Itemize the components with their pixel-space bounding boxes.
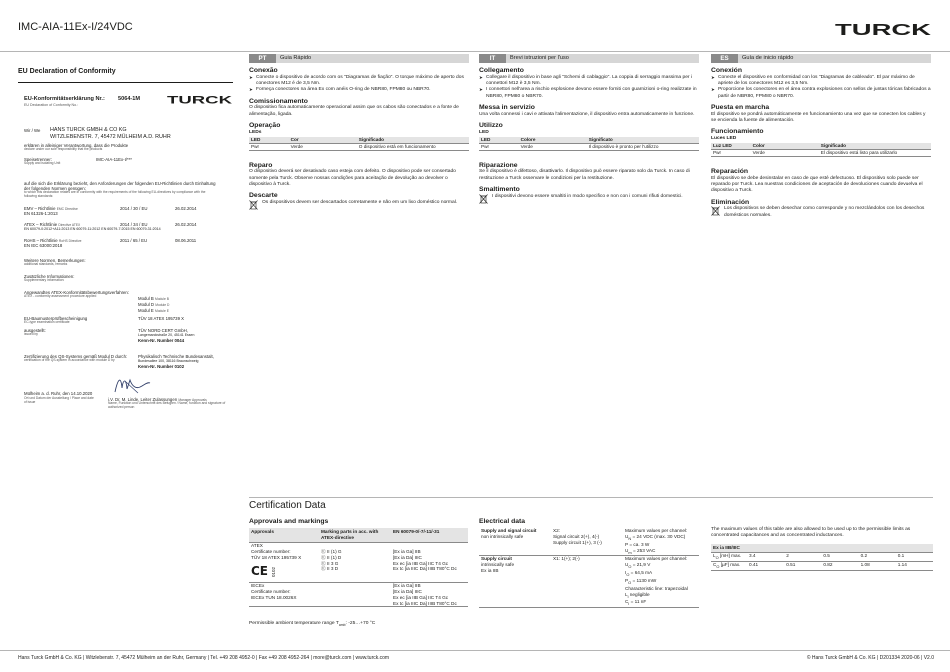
- eu-declaration-title-en: EU Declaration of Conformity No.:: [24, 103, 79, 107]
- directive-emv-code: 2014 / 30 / EU: [120, 206, 148, 211]
- ce-notified-body: 0102: [271, 566, 277, 577]
- es-led-header-color: Color: [751, 143, 819, 149]
- x1-cell: [551, 556, 623, 608]
- crossed-bin-icon: [711, 206, 720, 216]
- eu-declaration-heading: EU Declaration of Conformity: [18, 68, 116, 75]
- it-led-header-meaning: Significato: [587, 137, 699, 143]
- product-type-label: Speisetrenner: Supply and isolating Unit: [24, 157, 61, 166]
- es-connection-heading: Conexión: [711, 67, 742, 74]
- table-row: [479, 143, 699, 150]
- lo-label: $L_O$ [mH] max.: [711, 552, 747, 561]
- co-value: 0.41: [747, 561, 784, 570]
- atex-mark-1: Ⓔ II (1) G: [321, 548, 342, 554]
- supply-circuit-cell: [479, 556, 551, 608]
- procedure-label: Angewandtes ATEX-Konformitätsbewertungsverfahren: ATEX - conformity assessment procedure applied: [24, 290, 130, 299]
- lo-co-table: [711, 544, 933, 571]
- es-led-cell: Pwr: [711, 150, 751, 157]
- issuer-address: Langemarckstraße 20, 45141 Essen: [138, 333, 195, 337]
- atex-std-4: Ex tc [ia IIIC Da] IIIB T80°C Dc: [393, 566, 457, 572]
- es-connection-bullet-2: ➤ Proporcione los conectores en el área contra explosiones con sellos de juntas tóricas fabricados a partir de NBR80, FPM80 o NBR70.: [711, 87, 931, 100]
- it-connection-bullet-1: ➤ Collegare il dispositivo in base agli "Schemi di cablaggio". La coppia di serraggio massima per i connettori M12 è 3,5 Nm.: [479, 75, 699, 88]
- approvals-header-1: Approvals: [249, 528, 319, 542]
- pt-connection-bullet-2: ➤ Forneça conectores na área Ex com anéis O-ring de NBR80, FPM80 ou NBR70.: [249, 87, 469, 93]
- iecex-label: IECEx: [251, 582, 265, 588]
- it-led-label: LED: [479, 129, 489, 135]
- crossed-bin-icon: [249, 200, 258, 210]
- issued-by-label: ausgestellt: issued by: [24, 328, 46, 337]
- directive-rohs-date: 08.06.2011: [175, 238, 197, 243]
- signature: [112, 374, 152, 396]
- column-italian: [479, 54, 699, 204]
- iecex-cert-number: IECEx TUN 18.0026X: [251, 594, 297, 600]
- x2-label: X2:: [553, 528, 561, 533]
- pt-leds-label: LEDs: [249, 129, 262, 135]
- footer-company-info: Hans Turck GmbH & Co. KG | Witzlebenstr. 7, 45472 Mülheim an der Ruhr, Germany | Tel. +49 208 4952-0 | Fax +49 208 4952-264 | more@turck.com | www.turck.com: [18, 655, 390, 661]
- ptb-address: Bundesallee 100, 38116 Braunschweig: [138, 359, 199, 363]
- turck-logo-text: TURCK: [835, 22, 932, 36]
- lang-name-pt: Guia Rápido: [280, 55, 312, 61]
- atex-std-1: [Ex ia Ga] IIB: [393, 548, 421, 554]
- es-disposal-row: [711, 206, 931, 219]
- ec-cert-label: EU-Baumusterprüfbescheinigung EC-type examination certificate: [24, 316, 88, 325]
- x1-ci: $C_i = 11$ nF: [625, 599, 647, 607]
- x2-cell: [551, 528, 623, 556]
- approvals-header-3: EN 60079-0/-7/-11/-31: [391, 528, 468, 542]
- header-divider: [0, 51, 950, 52]
- supply-circuit-heading: Supply circuit: [481, 556, 512, 562]
- co-value: 0.82: [821, 561, 858, 570]
- atex-mark-2: Ⓔ II (1) D: [321, 554, 342, 560]
- es-led-label: Luces LED: [711, 136, 737, 142]
- certification-divider: [249, 497, 933, 498]
- x1-li: $L_i$ negligible: [625, 591, 650, 599]
- it-led-header-led: LED: [479, 137, 519, 143]
- directive-atex: ATEX – Richtlinie Directive ATEX: [24, 222, 81, 227]
- ce-mark-group: [251, 564, 317, 579]
- table-row: [249, 143, 469, 150]
- it-led-cell: Il dispositivo è pronto per l'utilizzo: [587, 143, 699, 150]
- max-values-note: The maximum values of this table are also allowed to be used up to the permissible limits as concentrated capacitances and as concentrated inductances.: [711, 527, 911, 539]
- iecex-approval-cell: [249, 582, 319, 607]
- eu-divider: [18, 82, 233, 83]
- pt-disposal-row: [249, 200, 469, 210]
- lang-bar-it: [479, 54, 699, 63]
- co-value: 1.08: [859, 561, 896, 570]
- module-e: Modul E Module E: [138, 308, 169, 313]
- it-led-cell: Pwr: [479, 143, 519, 150]
- pt-commissioning-text: O dispositivo fica automaticamente operacional assim que os cabos são conectados e a fonte de alimentação, ligada.: [249, 105, 459, 117]
- footer-divider: [0, 650, 950, 651]
- directive-emv: EMV – Richtlinie EMC Directive: [24, 206, 78, 211]
- it-connection-bullet-2: ➤ I connettori nell'area a rischio esplosione devono essere forniti con guarnizioni o-ring realizzate in NBR80, FPM80 o NBR70.: [479, 87, 699, 100]
- directive-rohs-standards: EN IEC 63000:2018: [24, 243, 63, 248]
- it-led-cell: Verde: [519, 143, 587, 150]
- atex-mark-4: Ⓔ II 3 D: [321, 566, 339, 572]
- iecex-std-2: [Ex ia Da] IIIC: [393, 588, 422, 594]
- lo-value: 3.4: [747, 552, 784, 561]
- supply-signal-cell: [479, 528, 551, 556]
- pt-disposal-heading: Descarte: [249, 192, 278, 200]
- pt-led-header-color: Cor: [289, 137, 357, 143]
- es-led-cell: Verde: [751, 150, 819, 157]
- supply-circuit-sub-2: Ex ia IIB: [481, 568, 499, 574]
- directive-emv-standards: EN 61326-1:2013: [24, 211, 58, 216]
- turck-logo: [835, 22, 933, 36]
- signer: i.V. Dr. M. Linde, Leiter Zulassungen Manager Approvals: [108, 397, 207, 402]
- x1-uo: $U_O = 21,9$ V: [625, 562, 651, 570]
- place-date: Mülheim a. d. Ruhr, den 14.10.2020: [24, 391, 93, 396]
- table-row: [249, 582, 468, 607]
- table-row: [479, 556, 699, 608]
- atex-label: ATEX: [251, 542, 263, 548]
- x1-io: $I_O = 64,5$ mA: [625, 570, 653, 578]
- document-title: IMC-AIA-11Ex-I/24VDC: [18, 21, 133, 33]
- atex-marking-cell: [319, 542, 391, 579]
- pt-led-table: [249, 137, 469, 151]
- lang-name-it: Brevi istruzioni per l'uso: [510, 55, 569, 61]
- co-value: 1.14: [896, 561, 933, 570]
- pt-operation-heading: Operação: [249, 121, 281, 129]
- approvals-table: [249, 528, 468, 607]
- iecex-std-4: Ex tc [ia IIIC Da] IIIB T80°C Dc: [393, 600, 457, 606]
- ptb-name: Physikalisch Technische Bundesanstalt,: [138, 354, 214, 359]
- lo-co-table-heading: Ex ia IIB/IIIC: [711, 544, 933, 552]
- supply-circuit-sub-1: intrinsically safe: [481, 562, 515, 568]
- module-d: Modul D Module D: [138, 302, 170, 307]
- place-date-en: Ort und Datum der Ausstellung / Place and date of issue: [24, 396, 94, 404]
- atex-cert-number: TÜV 18 ATEX 195739 X: [251, 554, 302, 560]
- module-b: Modul B Module B: [138, 296, 169, 301]
- pt-repair-heading: Reparo: [249, 161, 273, 169]
- eu-turck-logo: [167, 95, 233, 104]
- pt-led-header-led: LED: [249, 137, 289, 143]
- pt-led-header-meaning: Significado: [357, 137, 469, 143]
- column-spanish: [711, 54, 931, 219]
- directive-atex-code: 2014 / 34 / EU: [120, 222, 148, 227]
- co-value: 0.51: [784, 561, 821, 570]
- es-repair-heading: Reparación: [711, 167, 749, 175]
- it-commissioning-text: Una volta connessi i cavi e attivata l'alimentazione, il dispositivo entra automaticamente in funzione.: [479, 111, 695, 117]
- es-disposal-heading: Eliminación: [711, 198, 750, 206]
- company-name: HANS TURCK GMBH & CO KG: [50, 127, 127, 133]
- certification-title: Certification Data: [249, 500, 326, 511]
- iecex-std-3: Ex ec [ia IIB Ga] IIC T4 Gc: [393, 594, 449, 600]
- x2-un: $U_N = 24$ VDC (max. 30 VDC): [625, 533, 686, 541]
- pt-commissioning-heading: Comissionamento: [249, 97, 308, 105]
- atex-approval-cell: [249, 542, 319, 579]
- crossed-bin-icon: [479, 194, 488, 204]
- x2-supply: Supply circuit 1(+), 3 (-): [553, 539, 602, 545]
- pt-disposal-text: Os dispositivos devem ser descartados corretamente e não em um lixo doméstico normal.: [262, 200, 458, 206]
- es-commissioning-heading: Puesta en marcha: [711, 103, 770, 111]
- iecex-cert-label: Certificate number:: [251, 588, 291, 594]
- ptb-number: Kenn-Nr. Number 0102: [138, 364, 185, 369]
- it-connection-heading: Collegamento: [479, 67, 524, 74]
- es-connection-bullet-1: ➤ Conecte el dispositivo en conformidad con los "Diagramas de cableado". El par máximo de apriete de los conectores M12 es 3,5 Nm.: [711, 75, 931, 88]
- pt-led-cell: Pwr: [249, 143, 289, 150]
- supply-signal-sub: non intrinsically safe: [481, 533, 524, 539]
- x1-max-label: Maximum values per channel:: [625, 556, 688, 562]
- es-disposal-text: Los dispositivos se deben desechar como corresponde y no mezclándolos con los desechos domésticos normales.: [724, 206, 925, 218]
- electrical-data-heading: Electrical data: [479, 518, 526, 525]
- issuer-name: TÜV NORD CERT GmbH,: [138, 328, 188, 333]
- product-type-value: IMC-AIA-11Ex-I/***: [96, 157, 132, 162]
- table-row: [711, 150, 931, 157]
- atex-std-3: Ex ec [ia IIB Ga] IIC T4 Gc: [393, 560, 449, 566]
- es-repair-text: El dispositivo se debe desinstalar en caso de que esté defectuoso. El dispositivo solo puede ser reparado por Turck. Lea nuestras condiciones de aceptación de devoluciones cuando devuelva el dispositivo a Turck.: [711, 175, 923, 194]
- wir-label: Wir / We: [24, 128, 41, 133]
- supply-signal-heading: Supply and signal circuit: [481, 528, 537, 533]
- lang-code-it: IT: [479, 54, 506, 63]
- directive-atex-standards: EN 60079-0:2012+A11:2013 EN 60079-11:2012 EN 60079-7:2015 EN 60079-31:2014: [24, 227, 161, 231]
- atex-standard-cell: [391, 542, 468, 579]
- atex-mark-3: Ⓔ II 3 G: [321, 560, 339, 566]
- x1-po: $P_O = 1130$ mW: [625, 577, 657, 585]
- signer-en: Name, Funktion und Unterschrift des Befugten / Name, function and signature of authorized person: [108, 401, 226, 409]
- pt-led-cell: Verde: [289, 143, 357, 150]
- x2-um: $U_m = 253$ VAC: [625, 547, 656, 555]
- it-operation-heading: Utilizzo: [479, 121, 503, 129]
- x1-characteristic: Characteristic line: trapezoidal: [625, 585, 688, 591]
- qs-label: Zertifizierung des QS-Systems gemäß Modul D durch: certification of the QS-system in accordance with module D by: [24, 354, 128, 363]
- lang-code-es: ES: [711, 54, 738, 63]
- ce-mark: CE: [251, 564, 269, 579]
- x2-values-cell: [623, 528, 699, 556]
- it-led-header-color: Colore: [519, 137, 587, 143]
- lang-bar-es: [711, 54, 931, 63]
- x1-values-cell: [623, 556, 699, 608]
- pt-connection-heading: Conexão: [249, 67, 278, 74]
- lang-bar-pt: [249, 54, 469, 63]
- co-label: $C_O$ [µF] max.: [711, 561, 747, 570]
- it-commissioning-heading: Messa in servizio: [479, 103, 535, 111]
- x2-signal: Signal circuit 2(+), 4(-): [553, 533, 600, 539]
- lo-value: 2: [784, 552, 821, 561]
- table-row: [479, 528, 699, 556]
- it-repair-heading: Riparazione: [479, 161, 518, 169]
- ec-cert-value: TÜV 18 ATEX 195739 X: [138, 316, 185, 321]
- table-row: [249, 542, 468, 579]
- pt-led-cell: O dispositivo está em funcionamento: [357, 143, 469, 150]
- eu-declaration-number: 5064-1M: [118, 96, 141, 102]
- company-address: WITZLEBENSTR. 7, 45472 MÜLHEIM A.D. RUHR: [50, 134, 171, 140]
- it-led-table: [479, 137, 699, 151]
- lo-value: 0.1: [896, 552, 933, 561]
- issuer-number: Kenn-Nr. Number 0044: [138, 338, 185, 343]
- electrical-data-table: [479, 528, 699, 608]
- approvals-heading: Approvals and markings: [249, 518, 329, 525]
- x2-max-label: Maximum values per channel:: [625, 528, 688, 533]
- pt-connection-bullet-1: ➤ Conecte o dispositivo de acordo com os "Diagramas de fiação". O torque máximo de aperto dos conectores M12 é de 3,5 Nm.: [249, 75, 469, 88]
- lo-value: 0.2: [859, 552, 896, 561]
- it-disposal-row: [479, 194, 699, 204]
- es-led-header-meaning: Significado: [819, 143, 931, 149]
- iecex-std-1: [Ex ia Ga] IIB: [393, 582, 421, 588]
- lo-value: 0.5: [821, 552, 858, 561]
- table-row: [711, 561, 933, 570]
- lang-name-es: Guía de inicio rápido: [742, 55, 794, 61]
- es-operation-heading: Funcionamiento: [711, 128, 764, 136]
- table-row: [711, 552, 933, 561]
- directive-atex-date: 26.02.2014: [175, 222, 197, 227]
- directive-emv-date: 26.02.2014: [175, 206, 197, 211]
- x2-power: P = ca. 3 W: [625, 541, 650, 547]
- atex-std-2: [Ex ia Da] IIIC: [393, 554, 422, 560]
- es-led-cell: El dispositivo está listo para utilizarlo: [819, 150, 931, 157]
- es-led-header-led: Luz LED: [711, 143, 751, 149]
- ambient-temperature: Permissible ambient temperature range $T_{amb}$: -25…+70 °C: [249, 621, 376, 627]
- es-led-table: [711, 143, 931, 157]
- it-disposal-heading: Smaltimento: [479, 185, 520, 193]
- es-commissioning-text: El dispositivo se pondrá automáticamente en funcionamiento una vez que se conecten los cables y se encienda la fuente de alimentación.: [711, 111, 926, 123]
- responsibility-text: erklären in alleiniger Verantwortung, dass die Produkte declare under our sole responsibility that the products: [24, 143, 129, 152]
- eu-declaration-title: EU-Konformitätserklärung Nr.:: [24, 96, 105, 102]
- column-portuguese: [249, 54, 469, 210]
- additional-info-label: Zusätzliche Informationen: Supplementary information:: [24, 274, 75, 283]
- x1-label: X1: 1(+); 2(-): [553, 556, 580, 562]
- pt-repair-text: O dispositivo deverá ser desativado caso esteja com defeito. O dispositivo pode ser consertado somente pela Turck. Observe nossas condições para aceitação de devolução ao devolver o dispositivo à Turck.: [249, 169, 456, 187]
- directive-rohs: RoHS – Richtlinie RoHS Directive: [24, 238, 82, 243]
- approvals-header-2: Marking parts in acc. with ATEX-directive: [319, 528, 391, 542]
- it-repair-text: Se il dispositivo è difettoso, disattivarlo. Il dispositivo può essere riparato solo da Turck. In caso di restituzione a Turck osservare le condizioni per la restituzione.: [479, 169, 690, 181]
- further-standards-label: Weitere Normen, Bemerkungen: additional standards, remarks: [24, 258, 86, 267]
- directive-intro: auf die sich die Erklärung bezieht, den Anforderungen der folgenden EU-Richtlinien durch Einhaltung der folgenden Normen genügen: to which this declaration relates are in conformity with the requirements of the following EU-directives by compliance with the following standards:: [24, 181, 216, 199]
- atex-cert-label: Certificate number:: [251, 548, 291, 554]
- footer-copyright: © Hans Turck GmbH & Co. KG | D201334 2020-06 | V2.0: [806, 655, 934, 661]
- lang-code-pt: PT: [249, 54, 276, 63]
- it-disposal-text: I dispositivi devono essere smaltiti in modo specifico e non con i comuni rifiuti domestici.: [492, 193, 683, 199]
- eu-turck-logo-text: TURCK: [167, 95, 233, 104]
- iecex-standard-cell: [391, 582, 468, 607]
- directive-rohs-code: 2011 / 65 / EU: [120, 238, 148, 243]
